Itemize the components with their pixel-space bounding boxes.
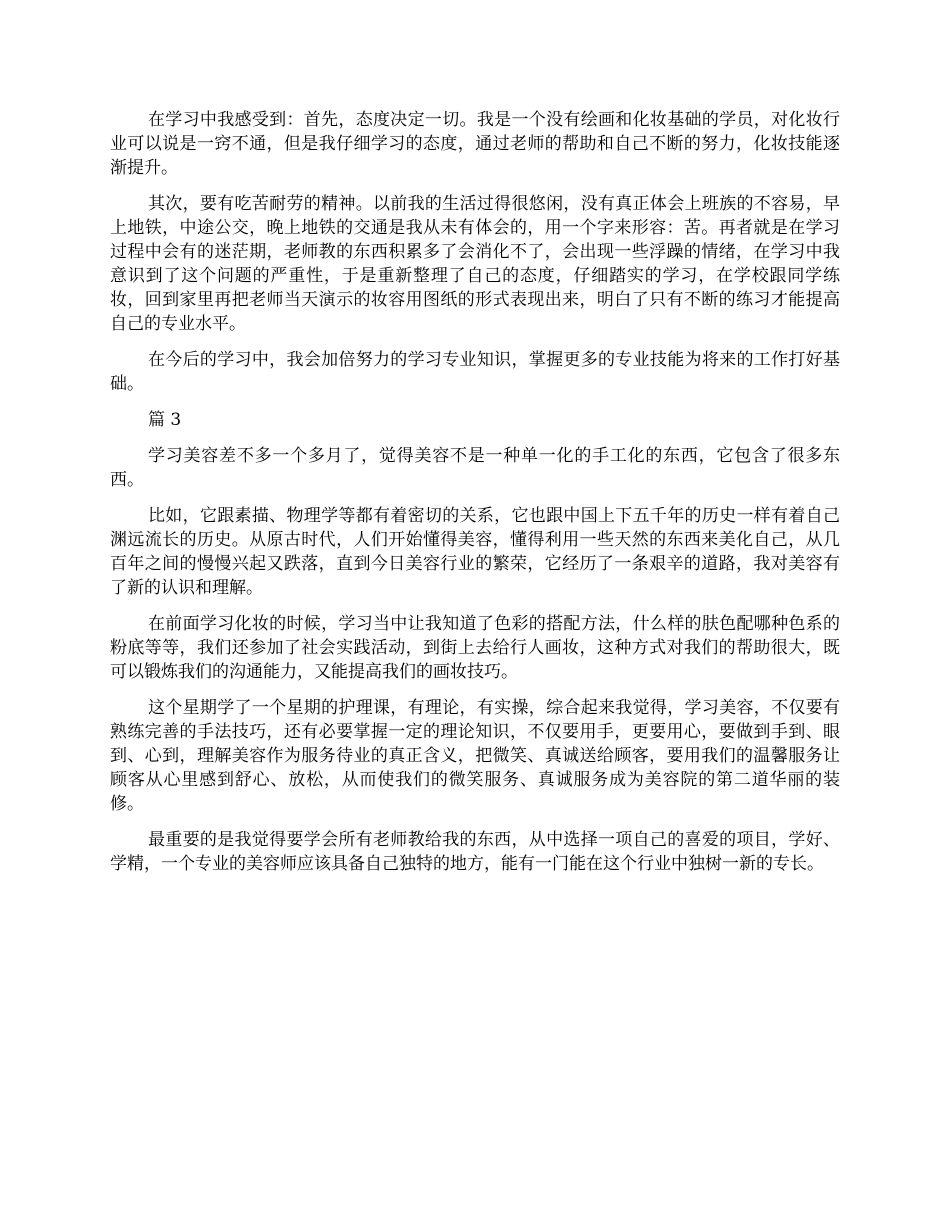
paragraph-makeup-practice: 在前面学习化妆的时候，学习当中让我知道了色彩的搭配方法，什么样的肤色配哪种色系的粉底等等，我们还参加了社会实践活动，到街上去给行人画妆，这种方式对我们的帮助很大，既可以锻炼我们的沟通能力，又能提高我们的画妆技巧。 [110,614,840,682]
paragraph-care-course: 这个星期学了一个星期的护理课，有理论，有实操，综合起来我觉得，学习美容，不仅要有熟练完善的手法技巧，还有必要掌握一定的理论知识，不仅要用手，更要用心，要做到手到、眼到、心到，理解美容作为服务待业的真正含义，把微笑、真诚送给顾客，要用我们的温馨服务让顾客从心里感到舒心、放松，从而使我们的微笑服务、真诚服务成为美容院的第二道华丽的装修。 [110,698,840,814]
paragraph-future: 在今后的学习中，我会加倍努力的学习专业知识，掌握更多的专业技能为将来的工作打好基础。 [110,350,840,394]
document-page [110,108,840,888]
paragraph-beauty-intro: 学习美容差不多一个多月了，觉得美容不是一种单一化的手工化的东西，它包含了很多东西。 [110,446,840,490]
paragraph-beauty-history: 比如，它跟素描、物理学等都有着密切的关系，它也跟中国上下五千年的历史一样有着自己渊远流长的历史。从原古时代，人们开始懂得美容，懂得利用一些天然的东西来美化自己，从几百年之间的慢慢兴起又跌落，直到今日美容行业的繁荣，它经历了一条艰辛的道路，我对美容有了新的认识和理解。 [110,506,840,598]
paragraph-attitude: 在学习中我感受到：首先，态度决定一切。我是一个没有绘画和化妆基础的学员，对化妆行业可以说是一窍不通，但是我仔细学习的态度，通过老师的帮助和自己不断的努力，化妆技能逐渐提升。 [110,110,840,178]
paragraph-hardship: 其次，要有吃苦耐劳的精神。以前我的生活过得很悠闲，没有真正体会上班族的不容易，早上地铁，中途公交，晚上地铁的交通是我从未有体会的，用一个字来形容：苦。再者就是在学习过程中会有的迷茫期，老师教的东西积累多了会消化不了，会出现一些浮躁的情绪，在学习中我意识到了这个问题的严重性，于是重新整理了自己的态度，仔细踏实的学习，在学校跟同学练妆，回到家里再把老师当天演示的妆容用图纸的形式表现出来，明白了只有不断的练习才能提高自己的专业水平。 [110,194,840,334]
paragraph-conclusion: 最重要的是我觉得要学会所有老师教给我的东西，从中选择一项自己的喜爱的项目，学好、学精，一个专业的美容师应该具备自己独特的地方，能有一门能在这个行业中独树一新的专长。 [110,830,840,874]
section-heading: 篇 3 [148,410,182,430]
